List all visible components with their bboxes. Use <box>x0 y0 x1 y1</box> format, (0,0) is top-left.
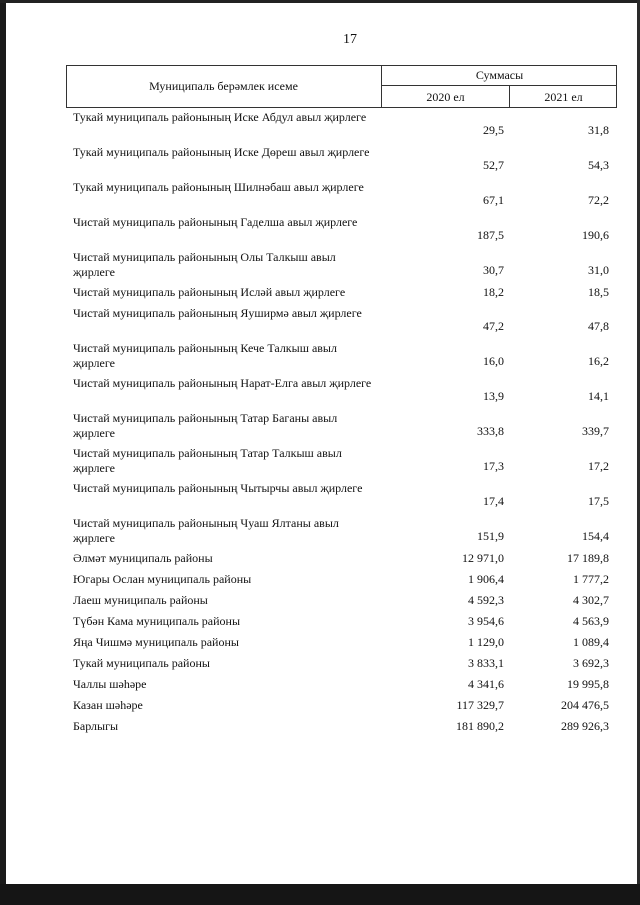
row-name: Тукай муниципаль районының Шилнәбаш авыл җирлеге <box>73 180 364 194</box>
row-name: Түбән Кама муниципаль районы <box>73 614 241 628</box>
row-value-2021: 17 189,8 <box>567 551 609 565</box>
row-value-2021: 1 089,4 <box>573 635 609 649</box>
row-value-2020: 151,9 <box>477 529 504 543</box>
row-value-2021: 3 692,3 <box>573 656 609 670</box>
row-value-2021: 17,5 <box>588 494 609 508</box>
row-value-2021: 72,2 <box>588 193 609 207</box>
row-value-2020: 187,5 <box>477 228 504 242</box>
row-value-2020: 52,7 <box>483 158 504 172</box>
table-row <box>0 250 640 284</box>
row-value-2021: 154,4 <box>582 529 609 543</box>
row-name: Чистай муниципаль районының Исләй авыл җирлеге <box>73 285 346 299</box>
table-row <box>0 341 640 375</box>
row-value-2020: 18,2 <box>483 285 504 299</box>
row-name: Чистай муниципаль районының Татар Баганы авыл җирлеге <box>73 411 338 440</box>
row-value-2021: 339,7 <box>582 424 609 438</box>
row-value-2020: 17,4 <box>483 494 504 508</box>
row-name: Чаллы шәһәре <box>73 677 147 691</box>
table-row <box>0 677 640 695</box>
row-value-2020: 12 971,0 <box>462 551 504 565</box>
table-row <box>0 656 640 674</box>
table-row <box>0 551 640 569</box>
row-value-2021: 1 777,2 <box>573 572 609 586</box>
row-value-2021: 17,2 <box>588 459 609 473</box>
row-name: Чистай муниципаль районының Яуширмә авыл җирлеге <box>73 306 362 320</box>
row-name: Чистай муниципаль районының Нарат-Елга авыл җирлеге <box>73 376 372 390</box>
row-value-2021: 289 926,3 <box>561 719 609 733</box>
column-header-2021: 2021 ел <box>544 89 583 104</box>
table-row <box>0 145 640 179</box>
column-header-2020: 2020 ел <box>382 86 510 108</box>
table-row <box>0 215 640 249</box>
row-value-2020: 4 592,3 <box>468 593 504 607</box>
row-value-2020: 333,8 <box>477 424 504 438</box>
row-value-2021: 204 476,5 <box>561 698 609 712</box>
row-name: Чистай муниципаль районының Гаделша авыл җирлеге <box>73 215 358 229</box>
table-row <box>0 635 640 653</box>
table-row <box>0 285 640 303</box>
row-value-2021: 4 563,9 <box>573 614 609 628</box>
row-value-2020: 181 890,2 <box>456 719 504 733</box>
row-value-2021: 4 302,7 <box>573 593 609 607</box>
row-value-2021: 190,6 <box>582 228 609 242</box>
row-name: Чистай муниципаль районының Кече Талкыш авыл җирлеге <box>73 341 337 370</box>
row-name: Югары Ослан муниципаль районы <box>73 572 252 586</box>
row-name: Барлыгы <box>73 719 119 733</box>
table-row <box>0 180 640 214</box>
table-row <box>0 572 640 590</box>
row-name: Чистай муниципаль районының Олы Талкыш авыл җирлеге <box>73 250 336 279</box>
column-header-sum: Суммасы <box>382 65 617 86</box>
row-value-2021: 47,8 <box>588 319 609 333</box>
row-name: Әлмәт муниципаль районы <box>73 551 213 565</box>
row-value-2021: 16,2 <box>588 354 609 368</box>
table-row <box>0 481 640 515</box>
table-row <box>0 446 640 480</box>
row-value-2021: 31,8 <box>588 123 609 137</box>
row-value-2021: 19 995,8 <box>567 677 609 691</box>
scan-bottom-edge <box>0 884 640 905</box>
row-name: Лаеш муниципаль районы <box>73 593 208 607</box>
row-value-2021: 14,1 <box>588 389 609 403</box>
row-name: Чистай муниципаль районының Чуаш Ялтаны авыл җирлеге <box>73 516 339 545</box>
row-value-2020: 1 906,4 <box>468 572 504 586</box>
row-value-2020: 16,0 <box>483 354 504 368</box>
table-row <box>0 593 640 611</box>
table-row <box>0 698 640 716</box>
row-name: Чистай муниципаль районының Татар Талкыш авыл җирлеге <box>73 446 342 475</box>
row-value-2020: 13,9 <box>483 389 504 403</box>
page-number: 17 <box>343 32 357 47</box>
column-header-name: Муниципаль берәмлек исеме <box>66 65 382 108</box>
row-value-2020: 1 129,0 <box>468 635 504 649</box>
row-value-2021: 18,5 <box>588 285 609 299</box>
row-value-2020: 30,7 <box>483 263 504 277</box>
table-row <box>0 376 640 410</box>
row-value-2020: 117 329,7 <box>456 698 504 712</box>
scan-top-edge <box>0 0 640 3</box>
row-value-2020: 47,2 <box>483 319 504 333</box>
row-value-2020: 4 341,6 <box>468 677 504 691</box>
row-name: Яңа Чишмә муниципаль районы <box>73 635 239 649</box>
row-value-2020: 29,5 <box>483 123 504 137</box>
row-value-2021: 54,3 <box>588 158 609 172</box>
row-name: Тукай муниципаль районының Иске Абдул авыл җирлеге <box>73 110 367 124</box>
table-row <box>0 411 640 445</box>
row-value-2020: 17,3 <box>483 459 504 473</box>
table-row-total <box>0 719 640 737</box>
row-name: Чистай муниципаль районының Чытырчы авыл җирлеге <box>73 481 363 495</box>
row-value-2020: 67,1 <box>483 193 504 207</box>
row-value-2021: 31,0 <box>588 263 609 277</box>
row-name: Тукай муниципаль районы <box>73 656 210 670</box>
row-value-2020: 3 954,6 <box>468 614 504 628</box>
table-row <box>0 516 640 550</box>
row-name: Тукай муниципаль районының Иске Дөреш авыл җирлеге <box>73 145 370 159</box>
row-name: Казан шәһәре <box>73 698 143 712</box>
table-row <box>0 614 640 632</box>
table-row <box>0 110 640 144</box>
table-row <box>0 306 640 340</box>
row-value-2020: 3 833,1 <box>468 656 504 670</box>
